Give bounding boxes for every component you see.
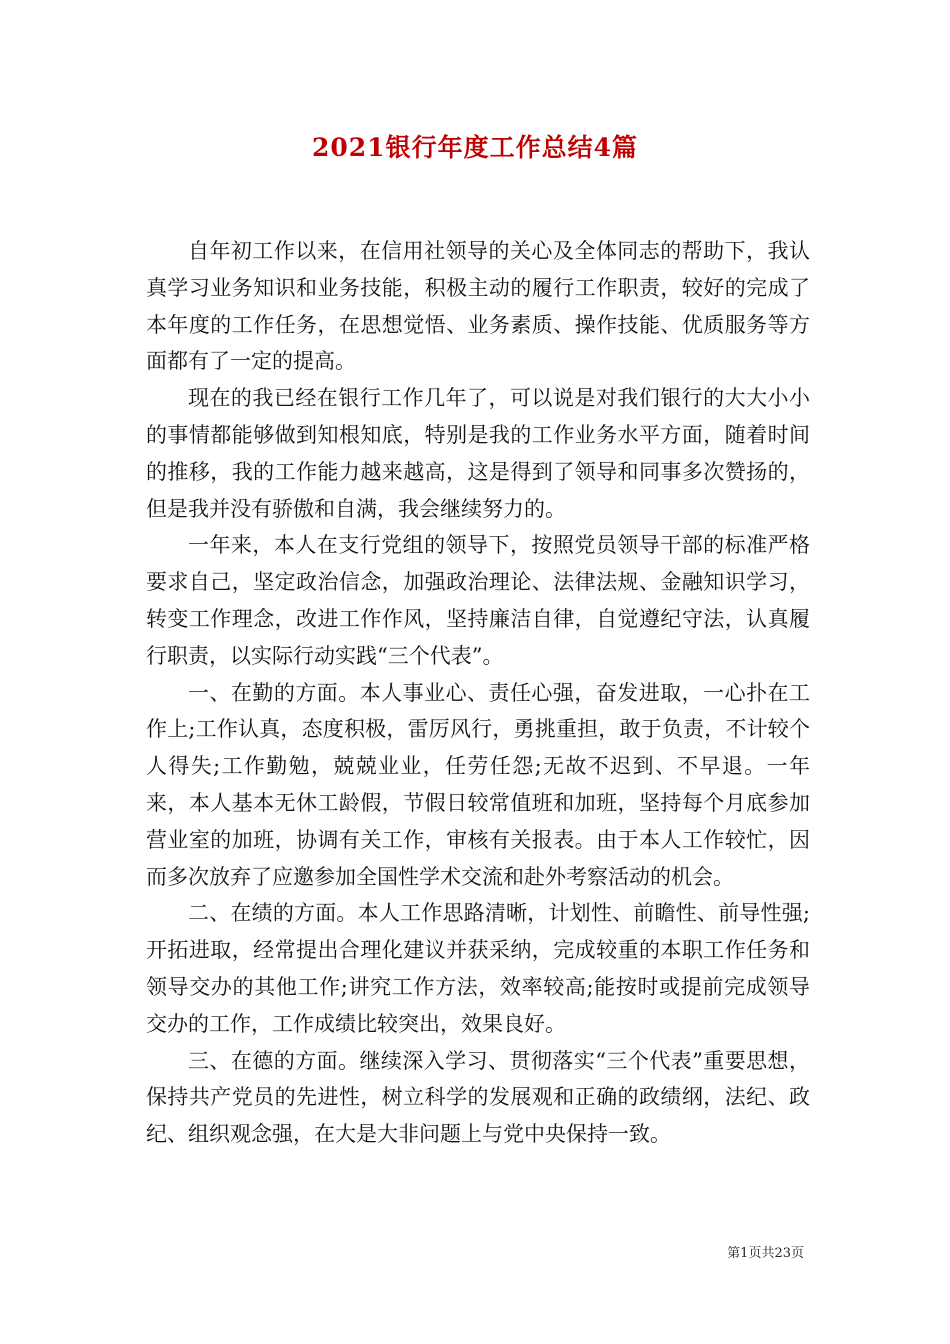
paragraph-4: 一、在勤的方面。本人事业心、责任心强，奋发进取，一心扑在工作上;工作认真，态度积极，雷厉风行，勇挑重担，敢于负责，不计较个人得失;工作勤勉，兢兢业业，任劳任怨;无故不迟到、不早退。一年来，本人基本无休工龄假，节假日较常值班和加班，坚持每个月底参加营业室的加班，协调有关工作，审核有关报表。由于本人工作较忙，因而多次放弃了应邀参加全国性学术交流和赴外考察活动的机会。 xyxy=(146,680,810,889)
paragraph-2: 现在的我已经在银行工作几年了，可以说是对我们银行的大大小小的事情都能够做到知根知底，特别是我的工作业务水平方面，随着时间的推移，我的工作能力越来越高，这是得到了领导和同事多次赞扬的，但是我并没有骄傲和自满，我会继续努力的。 xyxy=(146,386,810,521)
paragraph-1: 自年初工作以来，在信用社领导的关心及全体同志的帮助下，我认真学习业务知识和业务技能，积极主动的履行工作职责，较好的完成了本年度的工作任务，在思想觉悟、业务素质、操作技能、优质服务等方面都有了一定的提高。 xyxy=(146,239,810,374)
document-title: 2021银行年度工作总结4篇 xyxy=(312,133,638,162)
document-body xyxy=(146,233,810,1153)
paragraph-5: 二、在绩的方面。本人工作思路清晰，计划性、前瞻性、前导性强;开拓进取，经常提出合理化建议并获采纳，完成较重的本职工作任务和领导交办的其他工作;讲究工作方法，效率较高;能按时或提前完成领导交办的工作，工作成绩比较突出，效果良好。 xyxy=(146,901,810,1036)
paragraph-6: 三、在德的方面。继续深入学习、贯彻落实“三个代表”重要思想，保持共产党员的先进性，树立科学的发展观和正确的政绩纲，法纪、政纪、组织观念强，在大是大非问题上与党中央保持一致。 xyxy=(146,1048,810,1147)
page-number-footer: 第1页共23页 xyxy=(727,1246,804,1261)
paragraph-3: 一年来，本人在支行党组的领导下，按照党员领导干部的标准严格要求自己，坚定政治信念，加强政治理论、法律法规、金融知识学习，转变工作理念，改进工作作风，坚持廉洁自律，自觉遵纪守法，认真履行职责，以实际行动实践“三个代表”。 xyxy=(146,533,810,668)
